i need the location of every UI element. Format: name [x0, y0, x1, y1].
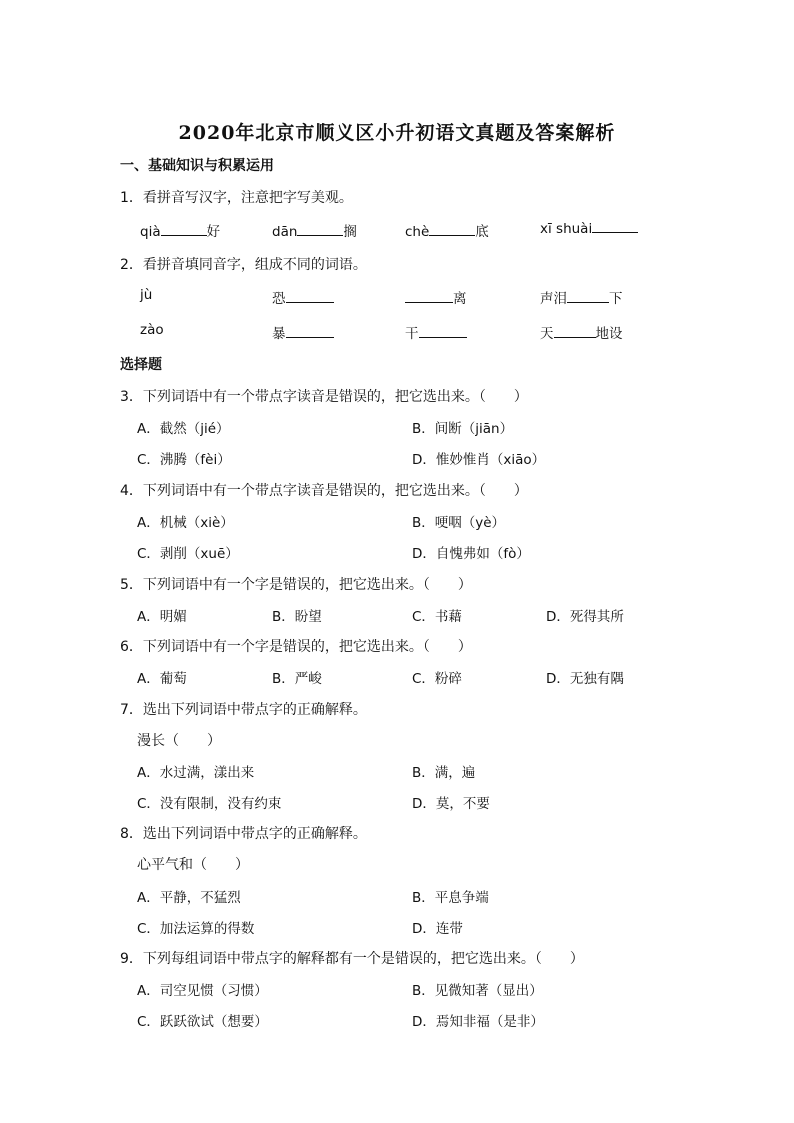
q2-row2-c: 天 地设: [540, 326, 623, 342]
q1-item-3: chè 底: [405, 224, 489, 240]
q4-option-b[interactable]: B．哽咽（yè）: [412, 515, 506, 531]
q2-row1-b: 离: [405, 287, 467, 307]
answer-blank[interactable]: [429, 223, 475, 236]
question-1-stem: 1．看拼音写汉字，注意把字写美观。: [120, 190, 353, 206]
answer-blank[interactable]: [286, 325, 334, 338]
question-6-stem: 6．下列词语中有一个字是错误的，把它选出来。（ ）: [120, 639, 472, 655]
q8-option-d[interactable]: D．连带: [412, 921, 463, 937]
question-8-stem: 8．选出下列词语中带点字的正确解释。: [120, 826, 367, 842]
q7-word: 漫长（ ）: [137, 733, 221, 749]
q3-option-c[interactable]: C．沸腾（fèi）: [137, 452, 231, 468]
q3-option-b[interactable]: B．间断（jiān）: [412, 421, 514, 437]
q7-option-c[interactable]: C．没有限制，没有约束: [137, 796, 282, 812]
answer-blank[interactable]: [161, 223, 207, 236]
q6-option-c[interactable]: C．粉碎: [412, 671, 462, 687]
answer-blank[interactable]: [554, 325, 596, 338]
q3-option-a[interactable]: A．截然（jié）: [137, 421, 230, 437]
section-heading-basics: 一、基础知识与积累运用: [120, 158, 274, 174]
q6-option-a[interactable]: A．葡萄: [137, 671, 187, 687]
q1-item-2: dān 搁: [272, 224, 357, 240]
q3-option-d[interactable]: D．惟妙惟肖（xiāo）: [412, 452, 546, 468]
q8-word: 心平气和（ ）: [137, 857, 249, 873]
answer-blank[interactable]: [419, 325, 467, 338]
q7-option-b[interactable]: B．满，遍: [412, 765, 476, 781]
q7-option-a[interactable]: A．水过满，漾出来: [137, 765, 255, 781]
question-7-stem: 7．选出下列词语中带点字的正确解释。: [120, 702, 367, 718]
q9-option-a[interactable]: A．司空见惯（习惯）: [137, 983, 268, 999]
answer-blank[interactable]: [567, 290, 609, 303]
q8-option-c[interactable]: C．加法运算的得数: [137, 921, 255, 937]
page-title: 2020年北京市顺义区小升初语文真题及答案解析: [178, 122, 616, 144]
q2-pinyin-zao: zào: [140, 322, 164, 338]
q4-option-d[interactable]: D．自愧弗如（fò）: [412, 546, 530, 562]
q2-pinyin-ju: jù: [140, 287, 153, 303]
q5-option-b[interactable]: B．盼望: [272, 609, 322, 625]
q1-item-1: qià 好: [140, 224, 221, 240]
q6-option-d[interactable]: D．无独有隅: [546, 671, 624, 687]
question-5-stem: 5．下列词语中有一个字是错误的，把它选出来。（ ）: [120, 577, 472, 593]
q2-row1-a: 恐: [272, 287, 334, 307]
q5-option-d[interactable]: D．死得其所: [546, 609, 624, 625]
q4-option-a[interactable]: A．机械（xiè）: [137, 515, 234, 531]
question-3-stem: 3．下列词语中有一个带点字读音是错误的，把它选出来。（ ）: [120, 389, 528, 405]
q8-option-b[interactable]: B．平息争端: [412, 890, 489, 906]
question-9-stem: 9．下列每组词语中带点字的解释都有一个是错误的，把它选出来。（ ）: [120, 951, 584, 967]
q8-option-a[interactable]: A．平静，不猛烈: [137, 890, 241, 906]
question-2-stem: 2．看拼音填同音字，组成不同的词语。: [120, 257, 367, 273]
answer-blank[interactable]: [297, 223, 343, 236]
q9-option-b[interactable]: B．见微知著（显出）: [412, 983, 543, 999]
q5-option-a[interactable]: A．明媚: [137, 609, 187, 625]
answer-blank[interactable]: [286, 290, 334, 303]
question-4-stem: 4．下列词语中有一个带点字读音是错误的，把它选出来。（ ）: [120, 483, 528, 499]
q9-option-d[interactable]: D．焉知非福（是非）: [412, 1014, 544, 1030]
answer-blank[interactable]: [592, 220, 638, 233]
section-heading-choice: 选择题: [120, 357, 162, 373]
q1-item-4: xī shuài: [540, 220, 638, 237]
answer-blank[interactable]: [405, 290, 453, 303]
q6-option-b[interactable]: B．严峻: [272, 671, 322, 687]
q2-row2-a: 暴: [272, 322, 334, 342]
q2-row2-b: 干: [405, 322, 467, 342]
q7-option-d[interactable]: D．莫，不要: [412, 796, 490, 812]
q2-row1-c: 声泪 下: [540, 291, 623, 307]
q9-option-c[interactable]: C．跃跃欲试（想要）: [137, 1014, 268, 1030]
q4-option-c[interactable]: C．剥削（xuē）: [137, 546, 239, 562]
q5-option-c[interactable]: C．书藉: [412, 609, 462, 625]
